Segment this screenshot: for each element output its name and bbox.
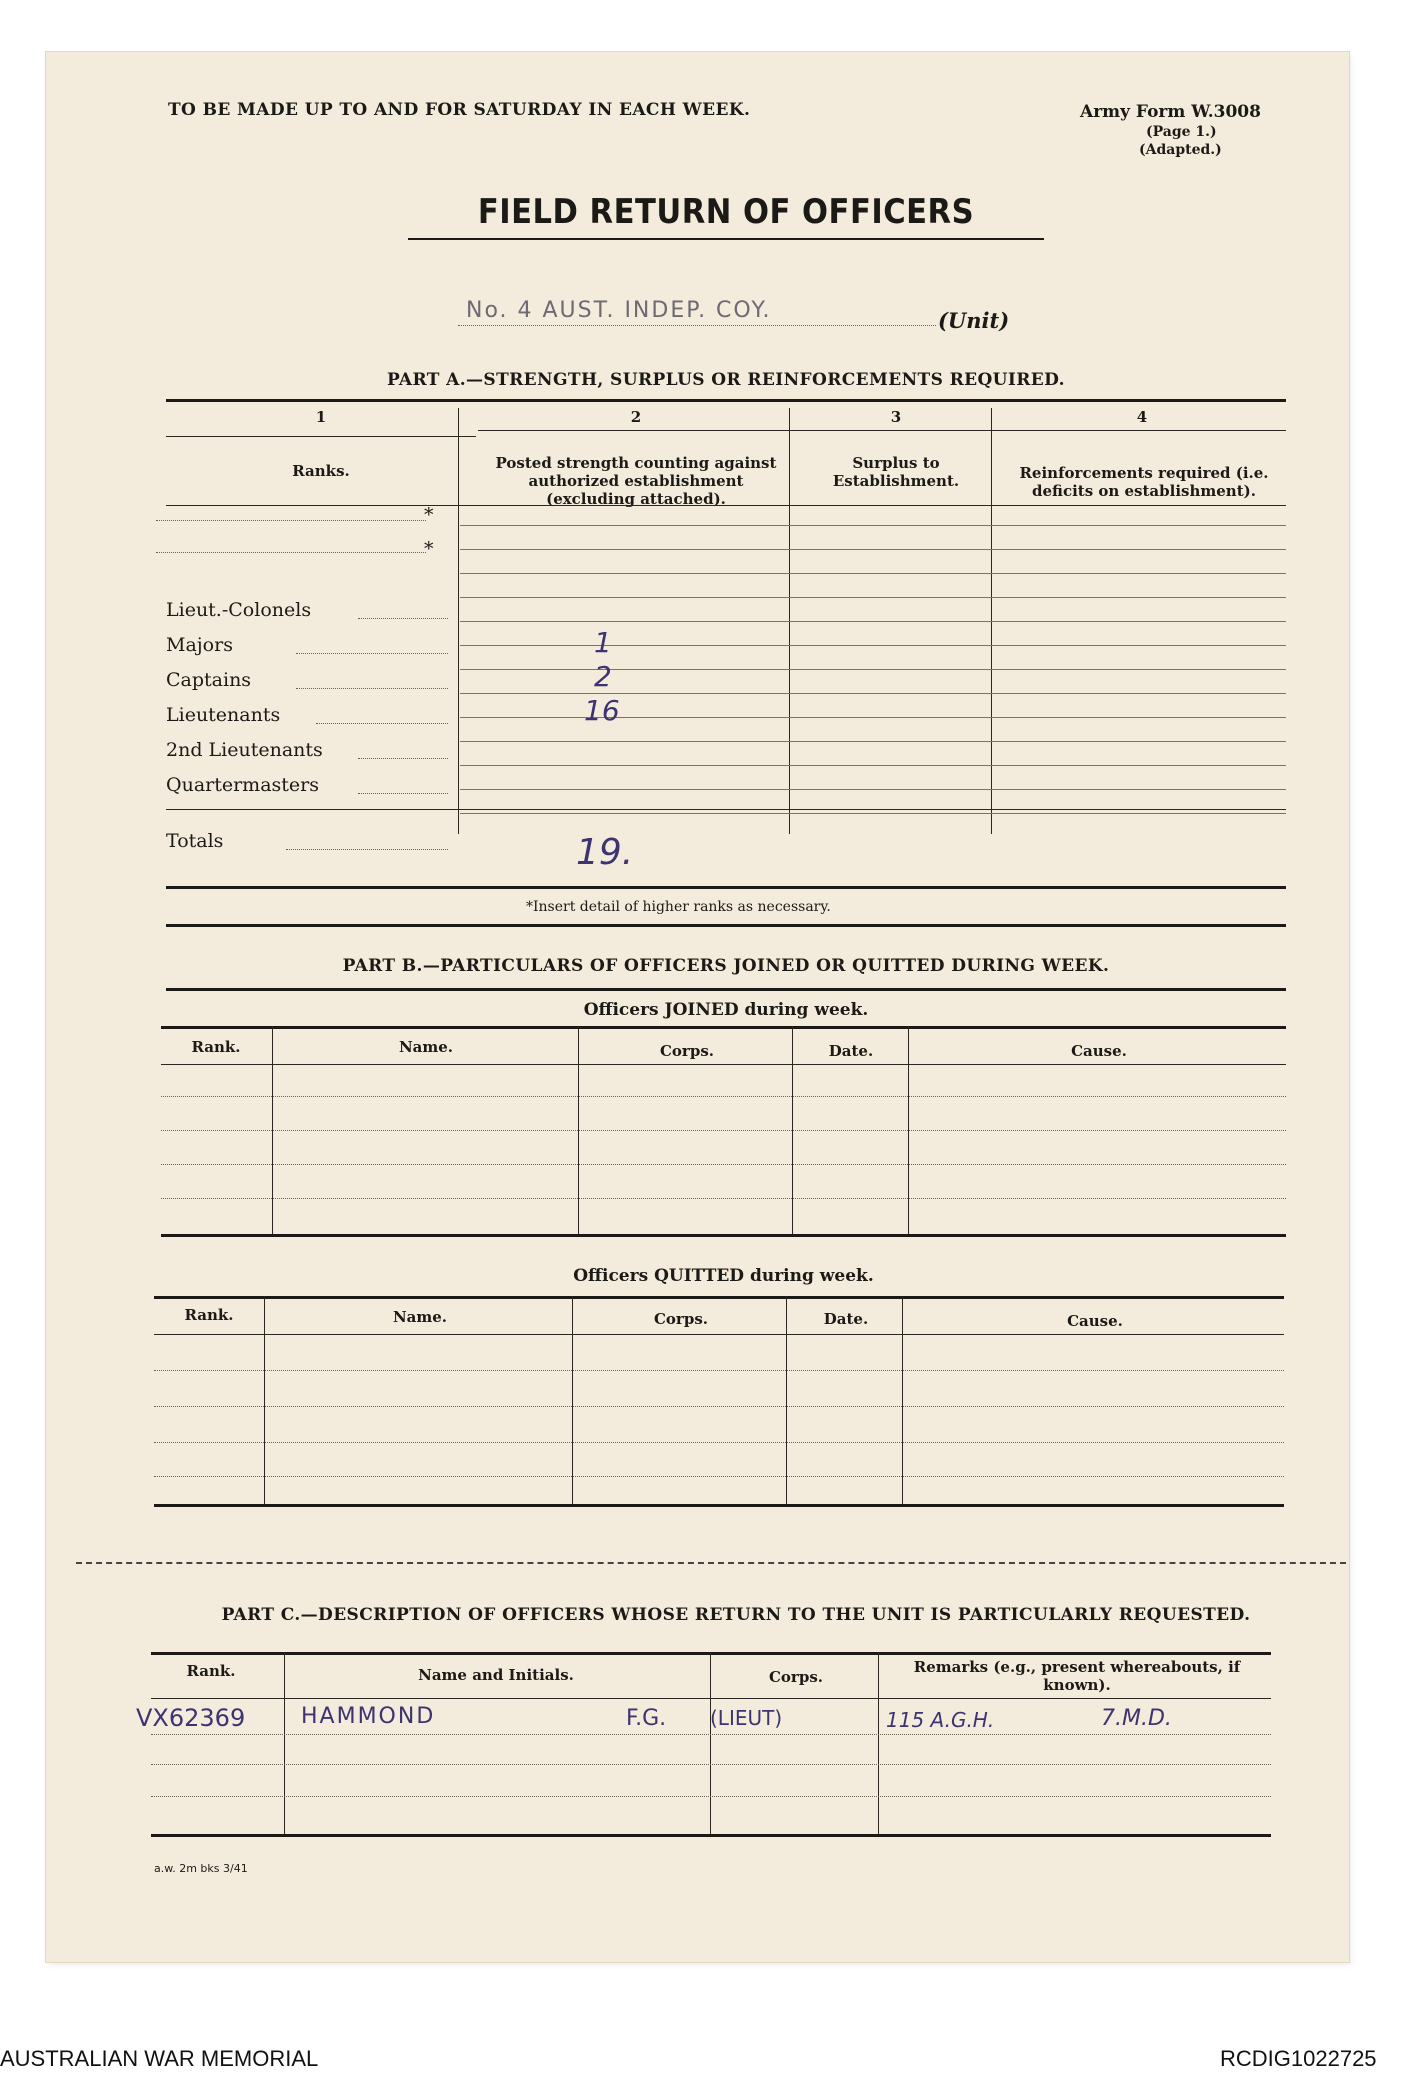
rule	[460, 549, 1286, 550]
rule	[151, 1764, 1271, 1765]
col-num-1: 1	[315, 408, 327, 426]
rule	[460, 813, 1286, 814]
rule	[264, 1296, 265, 1504]
rule	[166, 924, 1286, 927]
part-c-heading: PART C.—DESCRIPTION OF OFFICERS WHOSE RETURN TO THE UNIT IS PARTICULARLY REQUESTED.	[221, 1605, 1251, 1625]
col-reinf-label: Reinforcements required (i.e. deficits on establishment).	[1019, 464, 1269, 500]
form-page: (Page 1.)	[1146, 124, 1217, 140]
rule	[358, 758, 448, 759]
joined-col-rank: Rank.	[191, 1038, 241, 1056]
col-num-4: 4	[1136, 408, 1148, 426]
quitted-col-date: Date.	[823, 1310, 869, 1328]
posted-total: 19.	[576, 832, 634, 873]
quitted-col-rank: Rank.	[184, 1306, 234, 1324]
rule	[154, 1504, 1284, 1507]
quitted-title: Officers QUITTED during week.	[573, 1266, 874, 1286]
posted-lieutenants: 16	[584, 694, 620, 727]
rule	[166, 988, 1286, 991]
partc-col-corps: Corps.	[768, 1668, 823, 1686]
rule	[156, 552, 426, 553]
rank-2nd-lieutenants: 2nd Lieutenants	[166, 739, 323, 761]
quitted-col-cause: Cause.	[1067, 1312, 1123, 1330]
form-adapted: (Adapted.)	[1139, 142, 1222, 158]
rule	[460, 597, 1286, 598]
quitted-col-corps: Corps.	[653, 1310, 708, 1328]
entry-initials: F.G.	[626, 1706, 667, 1731]
rule	[154, 1442, 1284, 1443]
rule	[786, 1296, 787, 1504]
rule	[166, 809, 1286, 810]
rank-captains: Captains	[166, 669, 252, 691]
rule	[166, 436, 476, 437]
rule	[166, 886, 1286, 889]
joined-col-cause: Cause.	[1071, 1042, 1127, 1060]
rule	[902, 1296, 903, 1504]
rule	[156, 520, 426, 521]
rule	[458, 408, 459, 834]
entry-name: HAMMOND	[301, 1704, 436, 1729]
partc-col-rank: Rank.	[186, 1662, 236, 1680]
footnote: *Insert detail of higher ranks as necessary.	[526, 899, 831, 915]
part-a-top-rule	[166, 399, 1286, 402]
instruction-text: TO BE MADE UP TO AND FOR SATURDAY IN EACH WEEK.	[168, 100, 751, 120]
page-title: FIELD RETURN OF OFFICERS	[477, 192, 975, 232]
col-num-2: 2	[630, 408, 642, 426]
entry-rank: VX62369	[136, 1704, 246, 1732]
unit-value: No. 4 AUST. INDEP. COY.	[466, 298, 772, 323]
rule	[151, 1698, 1271, 1699]
part-b-heading: PART B.—PARTICULARS OF OFFICERS JOINED OR QUITTED DURING WEEK.	[342, 956, 1110, 976]
rule	[460, 525, 1286, 526]
rule	[154, 1476, 1284, 1477]
rule	[151, 1834, 1271, 1837]
rank-quartermasters: Quartermasters	[166, 774, 319, 796]
rule	[161, 1130, 1286, 1131]
rule	[460, 573, 1286, 574]
rule	[358, 618, 448, 619]
rule	[154, 1370, 1284, 1371]
col-ranks-label: Ranks.	[292, 462, 350, 480]
rule	[572, 1296, 573, 1504]
joined-col-name: Name.	[398, 1038, 454, 1056]
rule	[460, 621, 1286, 622]
rule	[286, 849, 448, 850]
rule	[358, 793, 448, 794]
rule	[460, 669, 1286, 670]
rule	[161, 1096, 1286, 1097]
rank-majors: Majors	[166, 634, 233, 656]
entry-remarks-2: 7.M.D.	[1101, 1706, 1172, 1731]
partc-col-remarks: Remarks (e.g., present whereabouts, if known).	[913, 1658, 1241, 1694]
rank-lieutenants: Lieutenants	[166, 704, 281, 726]
rule	[154, 1296, 1284, 1299]
rule	[161, 1064, 1286, 1065]
entry-remarks: 115 A.G.H.	[886, 1708, 995, 1732]
part-a-heading: PART A.—STRENGTH, SURPLUS OR REINFORCEMENTS REQUIRED.	[386, 370, 1065, 390]
rule	[460, 741, 1286, 742]
rule	[151, 1796, 1271, 1797]
rule	[161, 1164, 1286, 1165]
partc-col-name: Name and Initials.	[418, 1666, 574, 1684]
rule	[460, 765, 1286, 766]
rank-lieut-colonels: Lieut.-Colonels	[166, 599, 312, 621]
blank-rank-marker-1: *	[424, 504, 434, 526]
rule	[710, 1652, 711, 1834]
footer-right: RCDIG1022725	[1220, 2046, 1377, 2071]
unit-label: (Unit)	[938, 308, 1010, 333]
totals-label: Totals	[166, 830, 224, 852]
joined-col-date: Date.	[828, 1042, 874, 1060]
rule	[296, 653, 448, 654]
rule	[154, 1334, 1284, 1335]
rule	[151, 1734, 1271, 1735]
title-underline	[408, 238, 1044, 240]
rule	[284, 1652, 285, 1834]
blank-rank-marker-2: *	[424, 538, 434, 560]
col-posted-label: Posted strength counting against authorized establishment (excluding attached).	[495, 454, 777, 508]
rule	[460, 645, 1286, 646]
unit-dotted-line	[458, 325, 936, 326]
col-surplus-label: Surplus to Establishment.	[832, 454, 960, 490]
print-code: a.w. 2m bks 3/41	[154, 1862, 248, 1875]
rule	[161, 1026, 1286, 1029]
rule	[151, 1652, 1271, 1655]
joined-col-corps: Corps.	[659, 1042, 714, 1060]
rule	[161, 1198, 1286, 1199]
joined-title: Officers JOINED during week.	[583, 1000, 869, 1020]
rule	[161, 1234, 1286, 1237]
rule	[154, 1406, 1284, 1407]
rule	[460, 789, 1286, 790]
perforation-line	[76, 1562, 1346, 1564]
rule	[478, 430, 1286, 431]
rule	[166, 505, 1286, 506]
quitted-col-name: Name.	[392, 1308, 448, 1326]
posted-majors: 1	[594, 626, 612, 659]
col-num-3: 3	[890, 408, 902, 426]
rule	[878, 1652, 879, 1834]
form-number: Army Form W.3008	[1080, 102, 1261, 122]
form-sheet	[46, 52, 1349, 1962]
posted-captains: 2	[594, 660, 612, 693]
rule	[316, 723, 448, 724]
entry-corps: (LIEUT)	[710, 1706, 783, 1730]
footer-left: AUSTRALIAN WAR MEMORIAL	[0, 2046, 319, 2071]
rule	[296, 688, 448, 689]
